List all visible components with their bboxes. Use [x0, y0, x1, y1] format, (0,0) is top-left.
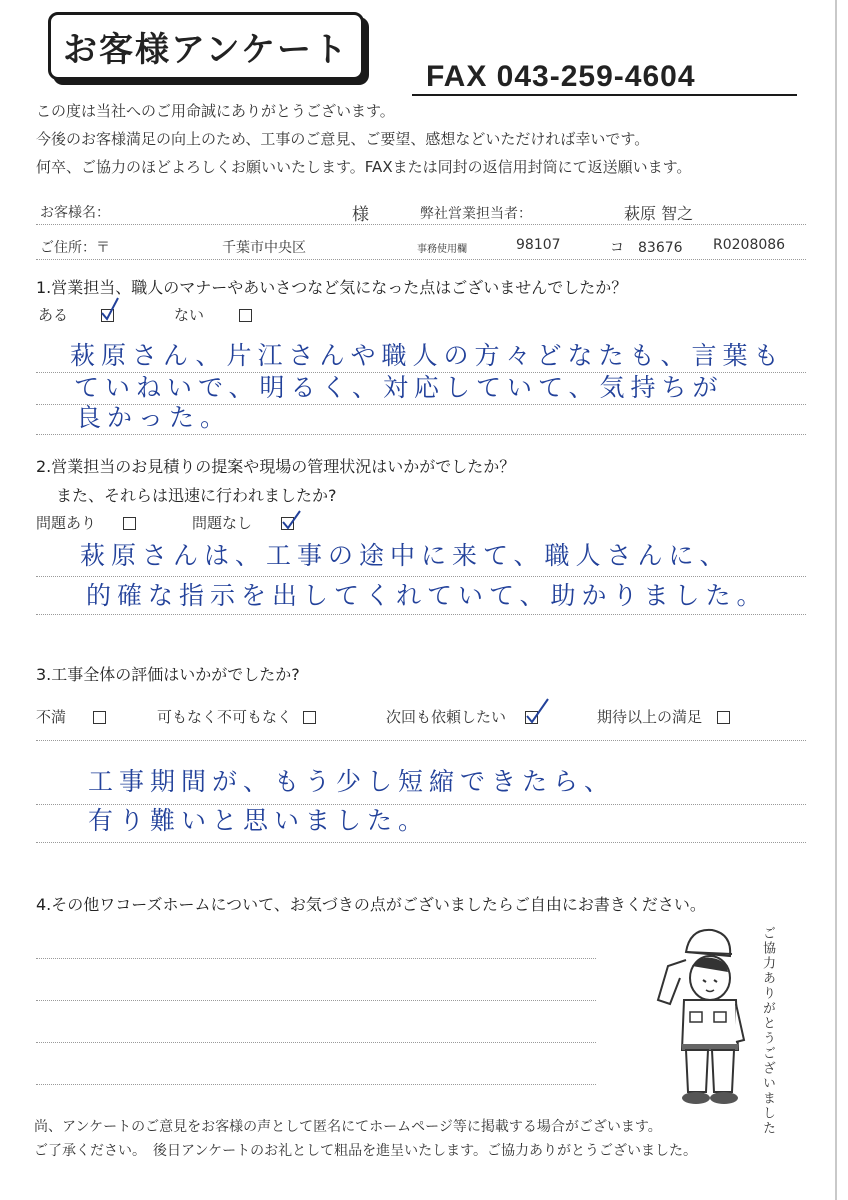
- customer-name-label: お客様名：: [40, 205, 110, 221]
- office-code-1: 98107: [516, 237, 561, 253]
- q3-dissatisfied-checkbox[interactable]: [93, 711, 106, 724]
- page-edge: [835, 0, 837, 1200]
- q2-option-no-problem-label: 問題なし: [192, 514, 253, 532]
- q1-rule-3: [36, 434, 806, 435]
- q2-rule-2: [36, 614, 806, 615]
- fax-number: FAX 043-259-4604: [426, 60, 696, 93]
- office-code-3: R0208086: [713, 237, 786, 253]
- q3-answer-line-1: 工事期間が、もう少し短縮できたら、: [88, 767, 616, 796]
- q1-answer-line-1: 萩原さん、片江さんや職人の方々どなたも、言葉も: [70, 341, 785, 370]
- question-3: 3.工事全体の評価はいかがでしたか?: [36, 665, 300, 684]
- question-2-line-1: 2.営業担当のお見積りの提案や現場の管理状況はいかがでしたか？: [36, 457, 516, 476]
- q2-problem-checkbox[interactable]: [123, 517, 136, 530]
- sama-suffix: 様: [352, 205, 369, 225]
- q3-option-again-label: 次回も依頼したい: [386, 708, 507, 726]
- q2-option-problem[interactable]: [36, 512, 136, 533]
- checkmark-icon: [525, 697, 551, 725]
- q3-option-again[interactable]: [386, 706, 538, 727]
- address-label: ご住所：〒: [40, 240, 110, 256]
- checkmark-icon: [100, 296, 122, 322]
- q3-option-dissatisfied-label: 不満: [36, 708, 67, 726]
- q3-option-exceeded-label: 期待以上の満足: [597, 708, 703, 726]
- staff-name: 萩原 智之: [624, 204, 694, 223]
- q3-neutral-checkbox[interactable]: [303, 711, 316, 724]
- question-2-line-2: また、それらは迅速に行われましたか?: [56, 486, 337, 505]
- q3-option-exceeded[interactable]: [597, 706, 730, 727]
- q3-rule-3: [36, 842, 806, 843]
- q2-answer-line-1: 萩原さんは、工事の途中に来て、職人さんに、: [80, 541, 731, 570]
- q1-option-no[interactable]: [174, 304, 252, 325]
- footer-line-1: 尚、アンケートのご意見をお客様の声として匿名にてホームページ等に掲載する場合がございます。: [34, 1119, 662, 1135]
- q2-rule-1: [36, 576, 806, 577]
- intro-line-3: 何卒、ご協力のほどよろしくお願いいたします。FAXまたは同封の返信用封筒にて返送願います。: [36, 158, 692, 176]
- intro-line-2: 今後のお客様満足の向上のため、工事のご意見、ご要望、感想などいただければ幸いです。: [36, 130, 650, 148]
- intro-line-1: この度は当社へのご用命誠にありがとうございます。: [36, 102, 395, 120]
- q4-rule-3: [36, 1042, 596, 1043]
- address-value: 千葉市中央区: [222, 240, 306, 256]
- q2-option-problem-label: 問題あり: [36, 514, 97, 532]
- q4-rule-1: [36, 958, 596, 959]
- q3-option-neutral-label: 可もなく不可もなく: [157, 708, 293, 726]
- q1-answer-line-2: ていねいで、明るく、対応していて、気持ちが: [74, 373, 724, 402]
- survey-title: お客様アンケート: [48, 12, 364, 80]
- q3-option-dissatisfied[interactable]: [36, 706, 106, 727]
- q3-answer-line-2: 有り難いと思いました。: [88, 806, 430, 835]
- q3-rule-1: [36, 740, 806, 741]
- staff-label: 弊社営業担当者：: [420, 206, 532, 222]
- office-code-2: コ 83676: [610, 240, 683, 256]
- q4-rule-4: [36, 1084, 596, 1085]
- q2-option-no-problem[interactable]: [192, 512, 294, 533]
- question-4: 4.その他ワコーズホームについて、お気づきの点がございましたらご自由にお書きください。: [36, 895, 706, 914]
- q1-option-yes-label: ある: [38, 306, 69, 324]
- address-rule: [36, 259, 806, 260]
- worker-illustration: [640, 920, 750, 1110]
- q1-answer-line-3: 良かった。: [76, 403, 232, 432]
- checkmark-icon: [281, 509, 303, 531]
- question-1: 1.営業担当、職人のマナーやあいさつなど気になった点はございませんでしたか？: [36, 278, 628, 297]
- q3-option-neutral[interactable]: [157, 706, 316, 727]
- q3-exceeded-checkbox[interactable]: [717, 711, 730, 724]
- q1-yes-checkbox[interactable]: [101, 309, 114, 322]
- q4-rule-2: [36, 1000, 596, 1001]
- q2-no-problem-checkbox[interactable]: [281, 517, 294, 530]
- thanks-vertical-text: ご協力ありがとうございました: [760, 926, 775, 1136]
- q3-again-checkbox[interactable]: [525, 711, 538, 724]
- q1-option-yes[interactable]: [38, 304, 114, 325]
- q1-no-checkbox[interactable]: [239, 309, 252, 322]
- footer-line-2: ご了承ください。 後日アンケートのお礼として粗品を進呈いたします。ご協力ありがとうございました。: [34, 1143, 698, 1159]
- q1-option-no-label: ない: [174, 306, 205, 324]
- office-use-label: 事務使用欄: [417, 244, 467, 255]
- q2-answer-line-2: 的確な指示を出してくれていて、助かりました。: [86, 581, 768, 610]
- fax-underline: [412, 94, 797, 96]
- name-rule: [36, 224, 806, 225]
